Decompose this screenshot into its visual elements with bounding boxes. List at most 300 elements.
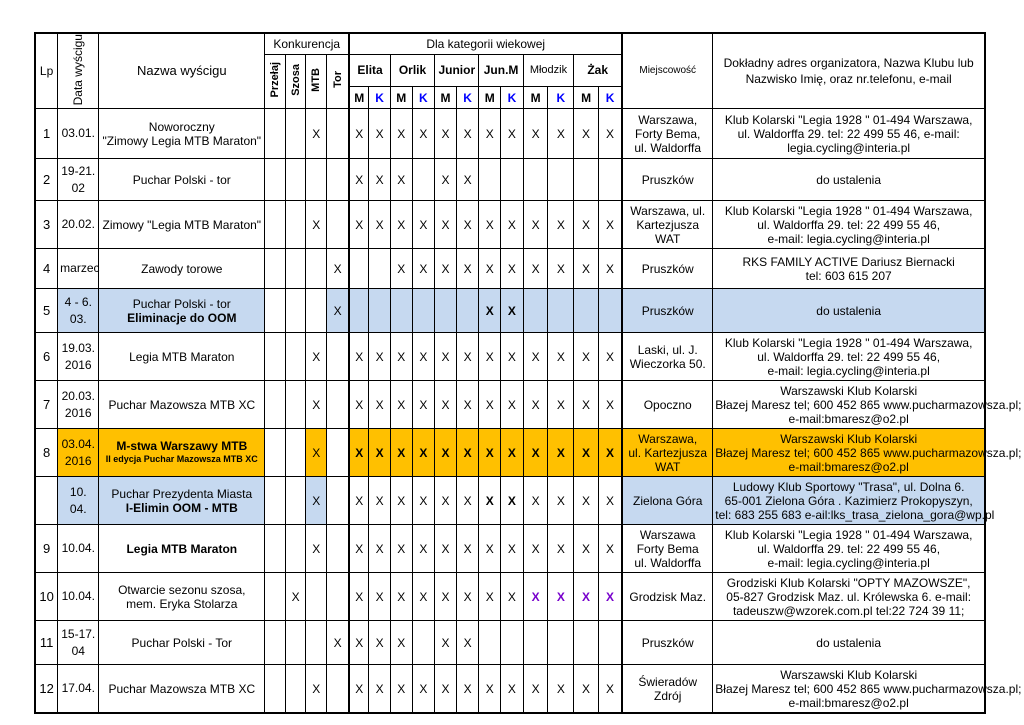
race-date: 03.04. 2016: [58, 429, 99, 477]
konkurencja-cell: [306, 289, 327, 333]
address-line: Klub Kolarski "Legia 1928 " 01-494 Warszawa,: [724, 527, 973, 542]
konkurencja-cell: [327, 381, 350, 429]
category-cell: X: [501, 665, 524, 713]
konkurencja-cell: [285, 665, 306, 713]
category-cell: X: [598, 665, 622, 713]
category-cell: [548, 621, 574, 665]
konkurencja-cell: [265, 665, 286, 713]
category-cell: X: [479, 573, 501, 621]
konkurencja-cell: [306, 159, 327, 201]
race-place: [622, 621, 713, 665]
header-konkurencja: Konkurencja: [265, 33, 349, 54]
place-line: Pruszków: [641, 261, 694, 276]
table-row: [35, 159, 985, 201]
category-cell: X: [390, 573, 412, 621]
category-cell: X: [479, 525, 501, 573]
category-cell: X: [574, 109, 599, 159]
category-cell: X: [435, 525, 457, 573]
place-line: Kartezjusza: [636, 217, 700, 232]
race-name-line: Eliminacje do OOM: [127, 310, 237, 325]
category-cell: X: [390, 109, 412, 159]
category-cell: X: [548, 573, 574, 621]
race-name-line: Zimowy "Legia MTB Maraton": [102, 217, 262, 232]
konkurencja-cell: [265, 381, 286, 429]
race-place: [622, 289, 713, 333]
konkurencja-cell: X: [306, 109, 327, 159]
konkurencja-cell: [327, 477, 350, 525]
address-line: ul. Waldorffa 29. tel: 22 499 55 46, e-mail:: [737, 126, 960, 141]
category-cell: X: [349, 621, 369, 665]
category-cell: X: [456, 665, 479, 713]
konkurencja-cell: [265, 573, 286, 621]
category-cell: X: [390, 333, 412, 381]
category-cell: X: [501, 201, 524, 249]
address-line: e-mail:bmaresz@o2.pl: [788, 411, 909, 426]
category-cell: X: [369, 621, 391, 665]
category-cell: [412, 289, 435, 333]
konkurencja-cell: [285, 525, 306, 573]
konkurencja-cell: [327, 201, 350, 249]
konkurencja-cell: [265, 333, 286, 381]
category-cell: X: [479, 249, 501, 289]
race-name-line: Legia MTB Maraton: [126, 541, 238, 556]
category-cell: X: [412, 665, 435, 713]
race-date: 17.04.: [58, 665, 99, 713]
race-date: 10.04.: [58, 573, 99, 621]
category-cell: X: [598, 525, 622, 573]
category-cell: X: [523, 381, 548, 429]
address-line: Warszawski Klub Kolarski: [780, 383, 918, 398]
race-name-line: Zawody torowe: [141, 261, 223, 276]
category-cell: X: [598, 333, 622, 381]
organizer-address: [713, 109, 985, 159]
race-date: marzec: [58, 249, 99, 289]
konkurencja-cell: [306, 573, 327, 621]
table-row: [35, 573, 985, 621]
row-number: 2: [35, 159, 58, 201]
category-cell: X: [523, 477, 548, 525]
address-line: Ludowy Klub Sportowy "Trasa", ul. Dolna 6.: [732, 479, 965, 494]
race-date: 10. 04.: [58, 477, 99, 525]
konkurencja-cell: [285, 289, 306, 333]
konkurencja-cell: [327, 665, 350, 713]
place-line: Opoczno: [643, 397, 692, 412]
category-cell: [349, 289, 369, 333]
konkurencja-cell: X: [306, 201, 327, 249]
category-cell: X: [349, 573, 369, 621]
category-cell: X: [548, 477, 574, 525]
category-cell: X: [435, 665, 457, 713]
header-gender-m: M: [479, 87, 501, 109]
place-line: WAT: [655, 231, 681, 246]
address-line: tel: 683 255 683 e-ail:lks_trasa_zielona_gora@wp.pl: [715, 507, 995, 522]
konkurencja-cell: [265, 429, 286, 477]
category-cell: X: [390, 621, 412, 665]
race-name: [99, 525, 265, 573]
race-name-line: Otwarcie sezonu szosa,: [118, 582, 246, 597]
category-cell: X: [598, 429, 622, 477]
category-cell: [412, 159, 435, 201]
konkurencja-cell: [265, 525, 286, 573]
konkurencja-cell: X: [327, 621, 350, 665]
konkurencja-cell: [285, 249, 306, 289]
category-cell: X: [349, 525, 369, 573]
address-line: ul. Waldorffa 29. tel: 22 499 55 46,: [757, 349, 941, 364]
race-place: [622, 249, 713, 289]
race-name-line: Puchar Polski - tor: [132, 172, 231, 187]
organizer-address: [713, 665, 1022, 713]
race-place: [622, 159, 713, 201]
race-name-line: mem. Eryka Stolarza: [126, 596, 238, 611]
race-name-line: M-stwa Warszawy MTB: [116, 439, 248, 454]
category-cell: X: [574, 665, 599, 713]
race-name-line: Puchar Polski - tor: [132, 296, 231, 311]
konkurencja-cell: [327, 429, 350, 477]
category-cell: X: [435, 621, 457, 665]
category-cell: X: [369, 333, 391, 381]
place-line: WAT: [655, 459, 681, 474]
address-line: legia.cycling@interia.pl: [787, 140, 911, 155]
organizer-address: [713, 333, 985, 381]
race-name-line: Puchar Polski - Tor: [131, 635, 233, 650]
organizer-address: [713, 477, 995, 525]
category-cell: X: [501, 249, 524, 289]
category-cell: X: [435, 249, 457, 289]
category-cell: X: [479, 665, 501, 713]
category-cell: [456, 289, 479, 333]
konkurencja-cell: X: [306, 665, 327, 713]
category-cell: X: [412, 333, 435, 381]
category-cell: [479, 621, 501, 665]
category-cell: X: [598, 249, 622, 289]
place-line: ul. Waldorffa: [634, 555, 702, 570]
konkurencja-cell: [285, 477, 306, 525]
konkurencja-cell: X: [327, 249, 350, 289]
address-line: ul. Waldorffa 29. tel: 22 499 55 46,: [757, 541, 941, 556]
address-line: ul. Waldorffa 29. tel: 22 499 55 46,: [757, 217, 941, 232]
category-cell: X: [501, 525, 524, 573]
category-cell: [349, 249, 369, 289]
category-cell: X: [369, 159, 391, 201]
race-place: [622, 573, 713, 621]
race-name: [99, 665, 265, 713]
address-line: RKS FAMILY ACTIVE Dariusz Biernacki: [742, 254, 955, 269]
category-cell: X: [412, 477, 435, 525]
organizer-address: [713, 525, 985, 573]
table-row: [35, 477, 985, 525]
table-row: [35, 381, 985, 429]
race-date: 10.04.: [58, 525, 99, 573]
category-cell: X: [501, 477, 524, 525]
konkurencja-cell: X: [306, 333, 327, 381]
category-cell: X: [479, 201, 501, 249]
konkurencja-cell: [327, 525, 350, 573]
header-address: Dokładny adres organizatora, Nazwa Klubu lub Nazwisko Imię, oraz nr.telefonu, e-mail: [713, 33, 985, 109]
category-cell: X: [548, 381, 574, 429]
header-gender-m: M: [390, 87, 412, 109]
konkurencja-cell: [306, 249, 327, 289]
category-cell: X: [523, 201, 548, 249]
race-calendar-table: [34, 32, 1022, 714]
address-line: Klub Kolarski "Legia 1928 " 01-494 Warszawa,: [724, 335, 973, 350]
race-name-line: Puchar Mazowsza MTB XC: [108, 681, 256, 696]
category-cell: X: [523, 333, 548, 381]
race-name: [99, 289, 265, 333]
category-cell: X: [598, 381, 622, 429]
category-cell: X: [369, 429, 391, 477]
category-cell: X: [456, 573, 479, 621]
header-gender-k: K: [412, 87, 435, 109]
category-cell: X: [598, 201, 622, 249]
address-line: e-mail: legia.cycling@interia.pl: [767, 231, 930, 246]
organizer-address: [713, 621, 985, 665]
header-cat-mlodzik: Młodzik: [523, 54, 573, 87]
race-name: [99, 381, 265, 429]
header-cat-junm: Jun.M: [479, 54, 523, 87]
category-cell: X: [390, 159, 412, 201]
category-cell: X: [548, 665, 574, 713]
konkurencja-cell: X: [327, 289, 350, 333]
konkurencja-cell: [306, 621, 327, 665]
category-cell: X: [456, 109, 479, 159]
category-cell: X: [435, 573, 457, 621]
organizer-address: [713, 201, 985, 249]
category-cell: X: [390, 665, 412, 713]
category-cell: X: [523, 665, 548, 713]
category-cell: X: [435, 109, 457, 159]
category-cell: X: [412, 201, 435, 249]
category-cell: [598, 289, 622, 333]
category-cell: [523, 621, 548, 665]
category-cell: X: [435, 159, 457, 201]
category-cell: X: [349, 665, 369, 713]
race-name: [99, 573, 265, 621]
table-row: [35, 525, 985, 573]
header-gender-k: K: [548, 87, 574, 109]
row-number: 6: [35, 333, 58, 381]
race-date: 03.01.: [58, 109, 99, 159]
category-cell: [369, 249, 391, 289]
category-cell: X: [390, 201, 412, 249]
place-line: ul. Kartezjusza: [628, 445, 708, 460]
race-place: [622, 525, 713, 573]
category-cell: X: [574, 333, 599, 381]
organizer-address: [713, 573, 985, 621]
category-cell: X: [574, 381, 599, 429]
konkurencja-cell: [285, 429, 306, 477]
category-cell: X: [349, 201, 369, 249]
place-line: Wieczorka 50.: [629, 356, 706, 371]
header-date: Data wyścigu: [58, 33, 99, 109]
header-konk-przelaj: Przełaj: [265, 54, 286, 109]
category-cell: X: [349, 109, 369, 159]
place-line: Warszawa,: [638, 431, 698, 446]
category-cell: [501, 159, 524, 201]
header-cat-junior: Junior: [435, 54, 479, 87]
category-cell: X: [574, 201, 599, 249]
address-line: tel: 603 615 207: [805, 268, 892, 283]
place-line: Świeradów Zdrój: [638, 674, 698, 703]
row-number: 11: [35, 621, 58, 665]
address-line: Klub Kolarski "Legia 1928 " 01-494 Warszawa,: [724, 203, 973, 218]
row-number: 5: [35, 289, 58, 333]
organizer-address: [713, 429, 1022, 477]
category-cell: X: [349, 477, 369, 525]
address-line: Warszawski Klub Kolarski: [780, 667, 918, 682]
category-cell: X: [456, 477, 479, 525]
table-row: [35, 621, 985, 665]
row-number: 8: [35, 429, 58, 477]
category-cell: X: [548, 429, 574, 477]
category-cell: X: [598, 109, 622, 159]
konkurencja-cell: [285, 109, 306, 159]
header-race-name: Nazwa wyścigu: [99, 33, 265, 109]
category-cell: X: [390, 381, 412, 429]
category-cell: [523, 289, 548, 333]
place-line: Warszawa, ul.: [630, 203, 706, 218]
header-gender-k: K: [598, 87, 622, 109]
category-cell: [574, 289, 599, 333]
table-row: [35, 109, 985, 159]
category-cell: X: [598, 477, 622, 525]
race-date: 15-17. 04: [58, 621, 99, 665]
header-konk-mtb: MTB: [306, 54, 327, 109]
category-cell: X: [548, 249, 574, 289]
category-cell: X: [501, 381, 524, 429]
row-number: 10: [35, 573, 58, 621]
category-cell: X: [501, 573, 524, 621]
category-cell: X: [523, 573, 548, 621]
category-cell: [435, 289, 457, 333]
category-cell: [479, 159, 501, 201]
category-cell: X: [369, 109, 391, 159]
category-cell: X: [548, 525, 574, 573]
konkurencja-cell: [327, 333, 350, 381]
category-cell: X: [523, 525, 548, 573]
row-number: 4: [35, 249, 58, 289]
category-cell: X: [456, 333, 479, 381]
address-line: Grodziski Klub Kolarski "OPTY MAZOWSZE",: [726, 575, 971, 590]
category-cell: X: [479, 333, 501, 381]
row-number: 7: [35, 381, 58, 429]
category-cell: [598, 621, 622, 665]
category-cell: X: [479, 381, 501, 429]
header-cat-elita: Elita: [349, 54, 390, 87]
category-cell: X: [574, 249, 599, 289]
category-cell: X: [390, 525, 412, 573]
header-gender-m: M: [349, 87, 369, 109]
konkurencja-cell: [285, 333, 306, 381]
place-line: Warszawa,: [638, 112, 698, 127]
konkurencja-cell: X: [306, 429, 327, 477]
place-line: Grodzisk Maz.: [629, 589, 707, 604]
race-name: [99, 333, 265, 381]
konkurencja-cell: [327, 109, 350, 159]
table-row: [35, 665, 985, 713]
address-line: do ustalenia: [816, 303, 881, 318]
organizer-address: [713, 159, 985, 201]
category-cell: X: [435, 477, 457, 525]
place-line: Pruszków: [641, 635, 694, 650]
konkurencja-cell: [285, 621, 306, 665]
category-cell: X: [456, 429, 479, 477]
konkurencja-cell: [285, 381, 306, 429]
race-name-line: "Zimowy Legia MTB Maraton": [102, 133, 262, 148]
table-row: [35, 289, 985, 333]
category-cell: X: [435, 333, 457, 381]
category-cell: [548, 159, 574, 201]
race-name-line: Puchar Mazowsza MTB XC: [108, 397, 256, 412]
header-gender-k: K: [456, 87, 479, 109]
category-cell: X: [456, 381, 479, 429]
table-row: [35, 333, 985, 381]
category-cell: X: [435, 381, 457, 429]
category-cell: X: [548, 333, 574, 381]
category-cell: X: [349, 333, 369, 381]
header-gender-k: K: [369, 87, 391, 109]
race-name: [99, 621, 265, 665]
address-line: Błazej Maresz tel; 600 452 865 www.pucharmazowsza.pl;: [715, 445, 1022, 460]
konkurencja-cell: [265, 249, 286, 289]
konkurencja-cell: X: [306, 525, 327, 573]
konkurencja-cell: [327, 573, 350, 621]
category-cell: X: [479, 289, 501, 333]
category-cell: X: [412, 525, 435, 573]
address-line: do ustalenia: [816, 635, 881, 650]
race-place: [622, 381, 713, 429]
category-cell: X: [349, 381, 369, 429]
category-cell: X: [574, 429, 599, 477]
konkurencja-cell: X: [306, 477, 327, 525]
address-line: e-mail: legia.cycling@interia.pl: [767, 363, 930, 378]
konkurencja-cell: [285, 159, 306, 201]
category-cell: X: [574, 573, 599, 621]
header-gender-k: K: [501, 87, 524, 109]
konkurencja-cell: [265, 289, 286, 333]
category-cell: X: [412, 573, 435, 621]
category-cell: X: [435, 429, 457, 477]
konkurencja-cell: [265, 201, 286, 249]
address-line: tadeuszw@wzorek.com.pl tel:22 724 39 11;: [732, 603, 965, 618]
row-number: 3: [35, 201, 58, 249]
address-line: Warszawski Klub Kolarski: [780, 431, 918, 446]
race-name-line: Puchar Prezydenta Miasta: [111, 486, 253, 501]
race-name: [99, 477, 265, 525]
category-cell: X: [456, 159, 479, 201]
header-gender-m: M: [435, 87, 457, 109]
place-line: Pruszków: [641, 303, 694, 318]
category-cell: X: [369, 525, 391, 573]
address-line: Klub Kolarski "Legia 1928 " 01-494 Warszawa,: [724, 112, 973, 127]
race-name: [99, 201, 265, 249]
category-cell: [501, 621, 524, 665]
category-cell: X: [412, 429, 435, 477]
race-name-line: I-Elimin OOM - MTB: [125, 500, 238, 515]
header-place: Miejscowość: [622, 33, 713, 109]
category-cell: X: [479, 109, 501, 159]
category-cell: X: [574, 525, 599, 573]
race-name-line: Noworoczny: [148, 119, 215, 134]
category-cell: X: [523, 109, 548, 159]
category-cell: X: [598, 573, 622, 621]
category-cell: X: [501, 289, 524, 333]
place-line: Forty Bema,: [635, 126, 701, 141]
table-row: [35, 249, 985, 289]
place-line: Pruszków: [641, 172, 694, 187]
place-line: Warszawa: [639, 527, 696, 542]
category-cell: [548, 289, 574, 333]
race-date: 20.03. 2016: [58, 381, 99, 429]
